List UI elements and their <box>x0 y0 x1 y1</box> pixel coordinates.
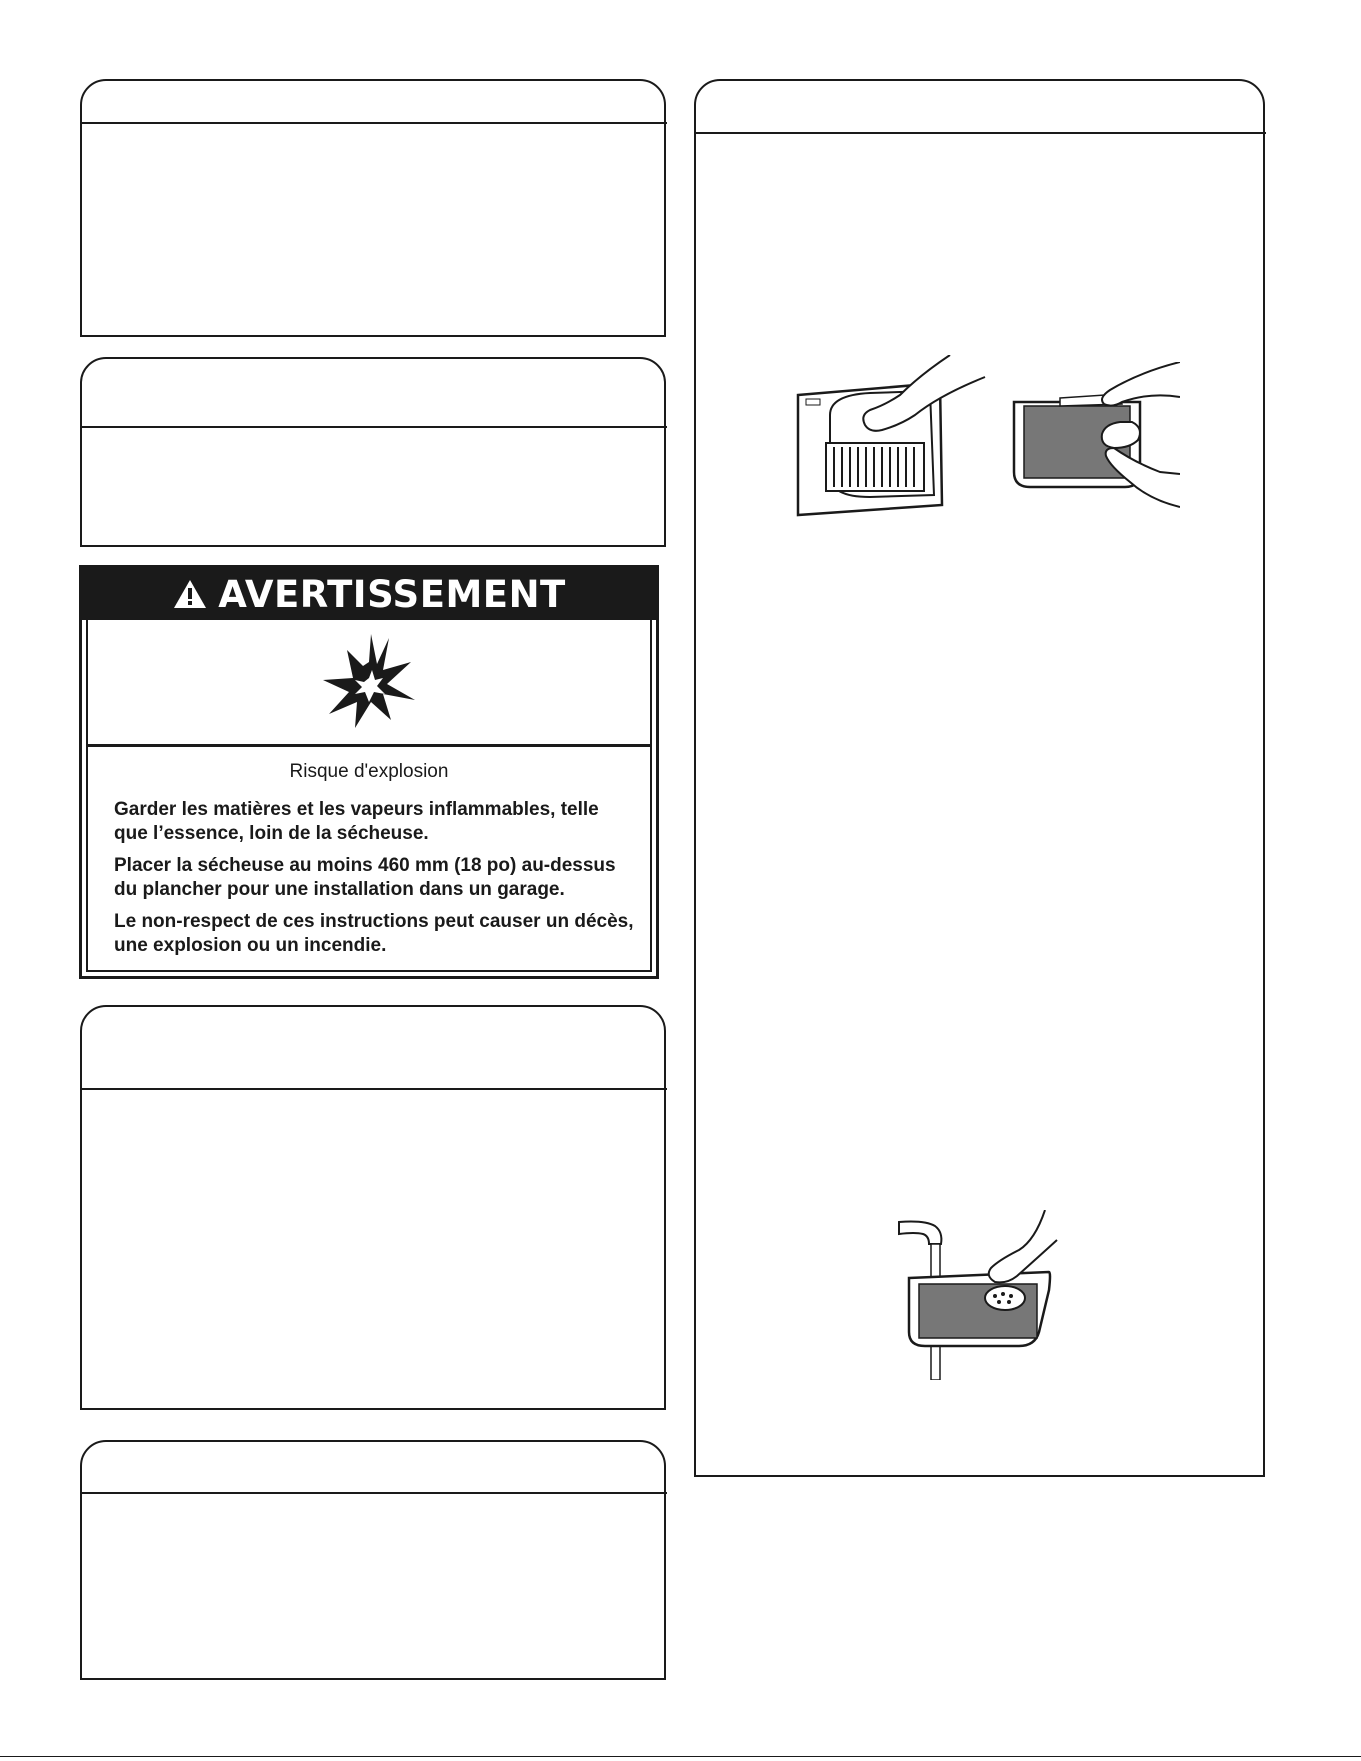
lint-screen-wipe-illustration <box>1010 362 1180 512</box>
lint-screen-removal-illustration <box>790 355 990 520</box>
warning-icon-area <box>86 620 652 744</box>
page-bottom-rule <box>0 1756 1361 1757</box>
warning-box <box>79 565 659 979</box>
section-panel-3 <box>80 1005 666 1410</box>
panel-header-rule <box>80 122 667 124</box>
explosion-icon <box>319 632 419 732</box>
warning-triangle-icon <box>172 578 208 610</box>
warning-risk: Risque d'explosion <box>289 761 449 782</box>
section-panel-4 <box>80 1440 666 1680</box>
warning-line-2: Placer la sécheuse au moins 460 mm (18 po) au-dessus du plancher pour une installation dans un garage. <box>114 855 616 900</box>
lint-screen-wash-illustration <box>895 1210 1070 1380</box>
warning-title: AVERTISSEMENT <box>218 572 566 616</box>
panel-header-rule <box>80 1492 667 1494</box>
warning-line-1: Garder les matières et les vapeurs inflammables, telle que l’essence, loin de la sécheuse. <box>114 799 599 844</box>
warning-line-3: Le non-respect de ces instructions peut causer un décès, une explosion ou un incendie. <box>114 911 634 956</box>
panel-header-rule <box>80 1088 667 1090</box>
warning-separator <box>86 744 652 747</box>
warning-body <box>86 620 652 972</box>
section-panel-2 <box>80 357 666 547</box>
panel-header-rule <box>694 132 1266 134</box>
panel-header-rule <box>80 426 667 428</box>
warning-header <box>82 568 656 620</box>
section-panel-1 <box>80 79 666 337</box>
